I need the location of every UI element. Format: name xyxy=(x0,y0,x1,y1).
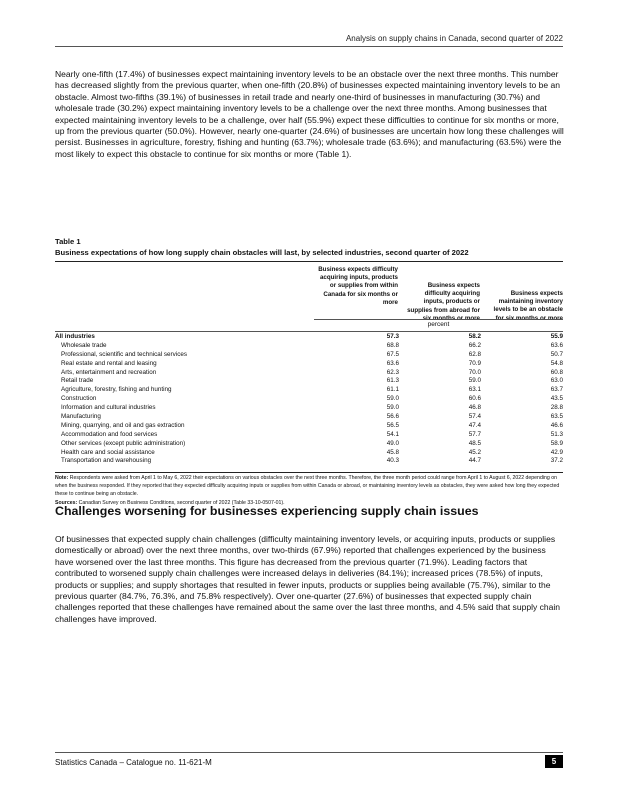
table-row xyxy=(55,351,563,360)
row-label: Health care and social assistance xyxy=(61,448,155,456)
cell-inventory: 46.6 xyxy=(550,421,563,429)
cell-abroad: 62.8 xyxy=(468,350,481,358)
cell-abroad: 66.2 xyxy=(468,341,481,349)
cell-inventory: 63.0 xyxy=(550,377,563,385)
row-label: Agriculture, forestry, fishing and hunting xyxy=(61,386,172,394)
cell-inventory: 58.9 xyxy=(550,439,563,447)
cell-within-canada: 56.6 xyxy=(386,413,399,421)
table-row xyxy=(55,342,563,351)
table-label: Table 1 xyxy=(55,237,81,246)
table-body-rule xyxy=(55,331,563,332)
cell-abroad: 70.0 xyxy=(468,368,481,376)
cell-within-canada: 61.3 xyxy=(386,377,399,385)
cell-within-canada: 57.3 xyxy=(386,333,399,340)
cell-within-canada: 54.1 xyxy=(386,430,399,438)
table-row xyxy=(55,404,563,413)
table-row xyxy=(55,422,563,431)
cell-inventory: 63.5 xyxy=(550,413,563,421)
table-row xyxy=(55,395,563,404)
cell-inventory: 54.8 xyxy=(550,359,563,367)
unit-rule xyxy=(314,319,563,320)
cell-inventory: 50.7 xyxy=(550,350,563,358)
row-label: Arts, entertainment and recreation xyxy=(61,368,157,376)
cell-inventory: 60.8 xyxy=(550,368,563,376)
sources-text: Canadian Survey on Business Conditions, second quarter of 2022 (Table 33-10-0507-01). xyxy=(78,499,285,506)
cell-abroad: 70.9 xyxy=(468,359,481,367)
cell-abroad: 63.1 xyxy=(468,386,481,394)
cell-abroad: 60.6 xyxy=(468,395,481,403)
cell-abroad: 48.5 xyxy=(468,439,481,447)
table-row xyxy=(55,457,563,466)
cell-within-canada: 49.0 xyxy=(386,439,399,447)
table-row xyxy=(55,360,563,369)
cell-within-canada: 62.3 xyxy=(386,368,399,376)
cell-abroad: 57.4 xyxy=(468,413,481,421)
row-label: Manufacturing xyxy=(61,413,101,421)
cell-inventory: 42.9 xyxy=(550,448,563,456)
cell-within-canada: 56.5 xyxy=(386,421,399,429)
cell-inventory: 51.3 xyxy=(550,430,563,438)
cell-abroad: 57.7 xyxy=(468,430,481,438)
cell-within-canada: 59.0 xyxy=(386,395,399,403)
table-notes xyxy=(55,474,565,507)
cell-inventory: 43.5 xyxy=(550,395,563,403)
row-label: Transportation and warehousing xyxy=(61,457,152,465)
row-label: Retail trade xyxy=(61,377,94,385)
table-row xyxy=(55,413,563,422)
footer-text: Statistics Canada – Catalogue no. 11-621-M xyxy=(55,758,212,767)
cell-abroad: 45.2 xyxy=(468,448,481,456)
footer-divider xyxy=(55,752,563,753)
table-body xyxy=(55,333,563,466)
cell-within-canada: 45.8 xyxy=(386,448,399,456)
note-text: Respondents were asked from April 1 to May 6, 2022 their expectations on various obstacles over the next three months. Therefore, the three month period could range from April 1 to August 6, 2022 depending on when the business responded. If they reported that they expected difficulty acquiring inputs or supplies from within Canada or abroad, or maintaining inventory levels as obstacles, they were asked how long they expected these to continue being an obstacle. xyxy=(55,475,560,498)
column-header-within-canada: Business expects difficulty acquiring inputs, products or supplies from within Canada for six months or more xyxy=(318,266,398,306)
cell-abroad: 58.2 xyxy=(468,333,481,340)
table-row xyxy=(55,449,563,458)
cell-inventory: 55.9 xyxy=(550,333,563,340)
cell-inventory: 63.6 xyxy=(550,341,563,349)
table-title: Business expectations of how long supply chain obstacles will last, by selected industries, second quarter of 2022 xyxy=(55,248,469,257)
cell-within-canada: 40.3 xyxy=(386,457,399,465)
row-label: Real estate and rental and leasing xyxy=(61,359,157,367)
table-row xyxy=(55,369,563,378)
cell-abroad: 47.4 xyxy=(468,421,481,429)
row-label: Construction xyxy=(61,395,97,403)
cell-within-canada: 61.1 xyxy=(386,386,399,394)
table-row xyxy=(55,440,563,449)
header-divider xyxy=(55,46,563,47)
table-row xyxy=(55,386,563,395)
challenges-paragraph: Of businesses that expected supply chain challenges (difficulty maintaining inventory levels, or acquiring inputs, products or supplies domestically or abroad) over the next three months, over two-thirds (67.9%) reported that challenges experienced by the business have worsened over the last three months. This figure has decreased from the previous quarter (71.9%). Leading factors that contributed to worsened supply chain challenges were increased delays in deliveries (84.1%); increased prices (78.5%) of inputs, products or supplies; and supply shortages that resulted in fewer inputs, products or supplies being available (75.7%), similar to the previous quarter (84.7%, 76.3%, and 75.8% respectively). Over one-quarter (27.6%) of businesses that expected supply chain challenges reported that these challenges have remained about the same over the last three months, and 4.5% said that supply chain challenges have improved. xyxy=(55,534,561,624)
row-label: All industries xyxy=(55,333,95,340)
cell-inventory: 37.2 xyxy=(550,457,563,465)
row-label: Other services (except public administration) xyxy=(61,439,186,447)
cell-abroad: 59.0 xyxy=(468,377,481,385)
table-row xyxy=(55,377,563,386)
table-row xyxy=(55,333,563,342)
table-row xyxy=(55,431,563,440)
cell-inventory: 28.8 xyxy=(550,404,563,412)
cell-within-canada: 59.0 xyxy=(386,404,399,412)
sources-label: Sources: xyxy=(55,499,78,506)
row-label: Mining, quarrying, and oil and gas extraction xyxy=(61,421,185,429)
cell-abroad: 46.8 xyxy=(468,404,481,412)
cell-within-canada: 67.5 xyxy=(386,350,399,358)
row-label: Accommodation and food services xyxy=(61,430,158,438)
cell-within-canada: 68.8 xyxy=(386,341,399,349)
running-header: Analysis on supply chains in Canada, second quarter of 2022 xyxy=(345,34,563,43)
row-label: Professional, scientific and technical services xyxy=(61,350,187,358)
cell-within-canada: 63.6 xyxy=(386,359,399,367)
table-top-rule xyxy=(55,261,563,262)
unit-label: percent xyxy=(427,321,450,328)
column-header-inventory: Business expects maintaining inventory levels to be an obstacle for six months or more xyxy=(493,290,563,322)
section-heading: Challenges worsening for businesses experiencing supply chain issues xyxy=(55,504,479,518)
row-label: Wholesale trade xyxy=(61,341,107,349)
column-header-abroad: Business expects difficulty acquiring inputs, products or supplies from abroad for six months or more xyxy=(407,282,480,322)
page-number: 5 xyxy=(545,755,563,768)
table-bottom-rule xyxy=(55,472,563,473)
intro-paragraph: Nearly one-fifth (17.4%) of businesses expect maintaining inventory levels to be an obstacle over the next three months. This number has decreased slightly from the previous quarter, when one-fifth (20.8%) of businesses expected maintaining inventory levels to be an obstacle. Almost two-fifths (39.1%) of businesses in retail trade and nearly one-third of businesses in manufacturing (30.7%) and wholesale trade (30.2%) expect maintaining inventory levels to be a challenge over the next three months. Among businesses that expected maintaining inventory levels to be a challenge, over half (55.9%) expect these difficulties to continue for six months or more, up from the previous quarter (50.0%). However, nearly one-quarter (24.6%) of businesses are uncertain how long these challenges will persist. Businesses in agriculture, forestry, fishing and hunting (63.7%); wholesale trade (63.6%); and manufacturing (63.5%) were the most likely to expect this obstacle to continue for six months or more (Table 1). xyxy=(55,69,564,159)
table-note xyxy=(55,474,565,499)
cell-abroad: 44.7 xyxy=(468,457,481,465)
cell-inventory: 63.7 xyxy=(550,386,563,394)
row-label: Information and cultural industries xyxy=(61,404,156,412)
note-label: Note: xyxy=(55,475,69,481)
